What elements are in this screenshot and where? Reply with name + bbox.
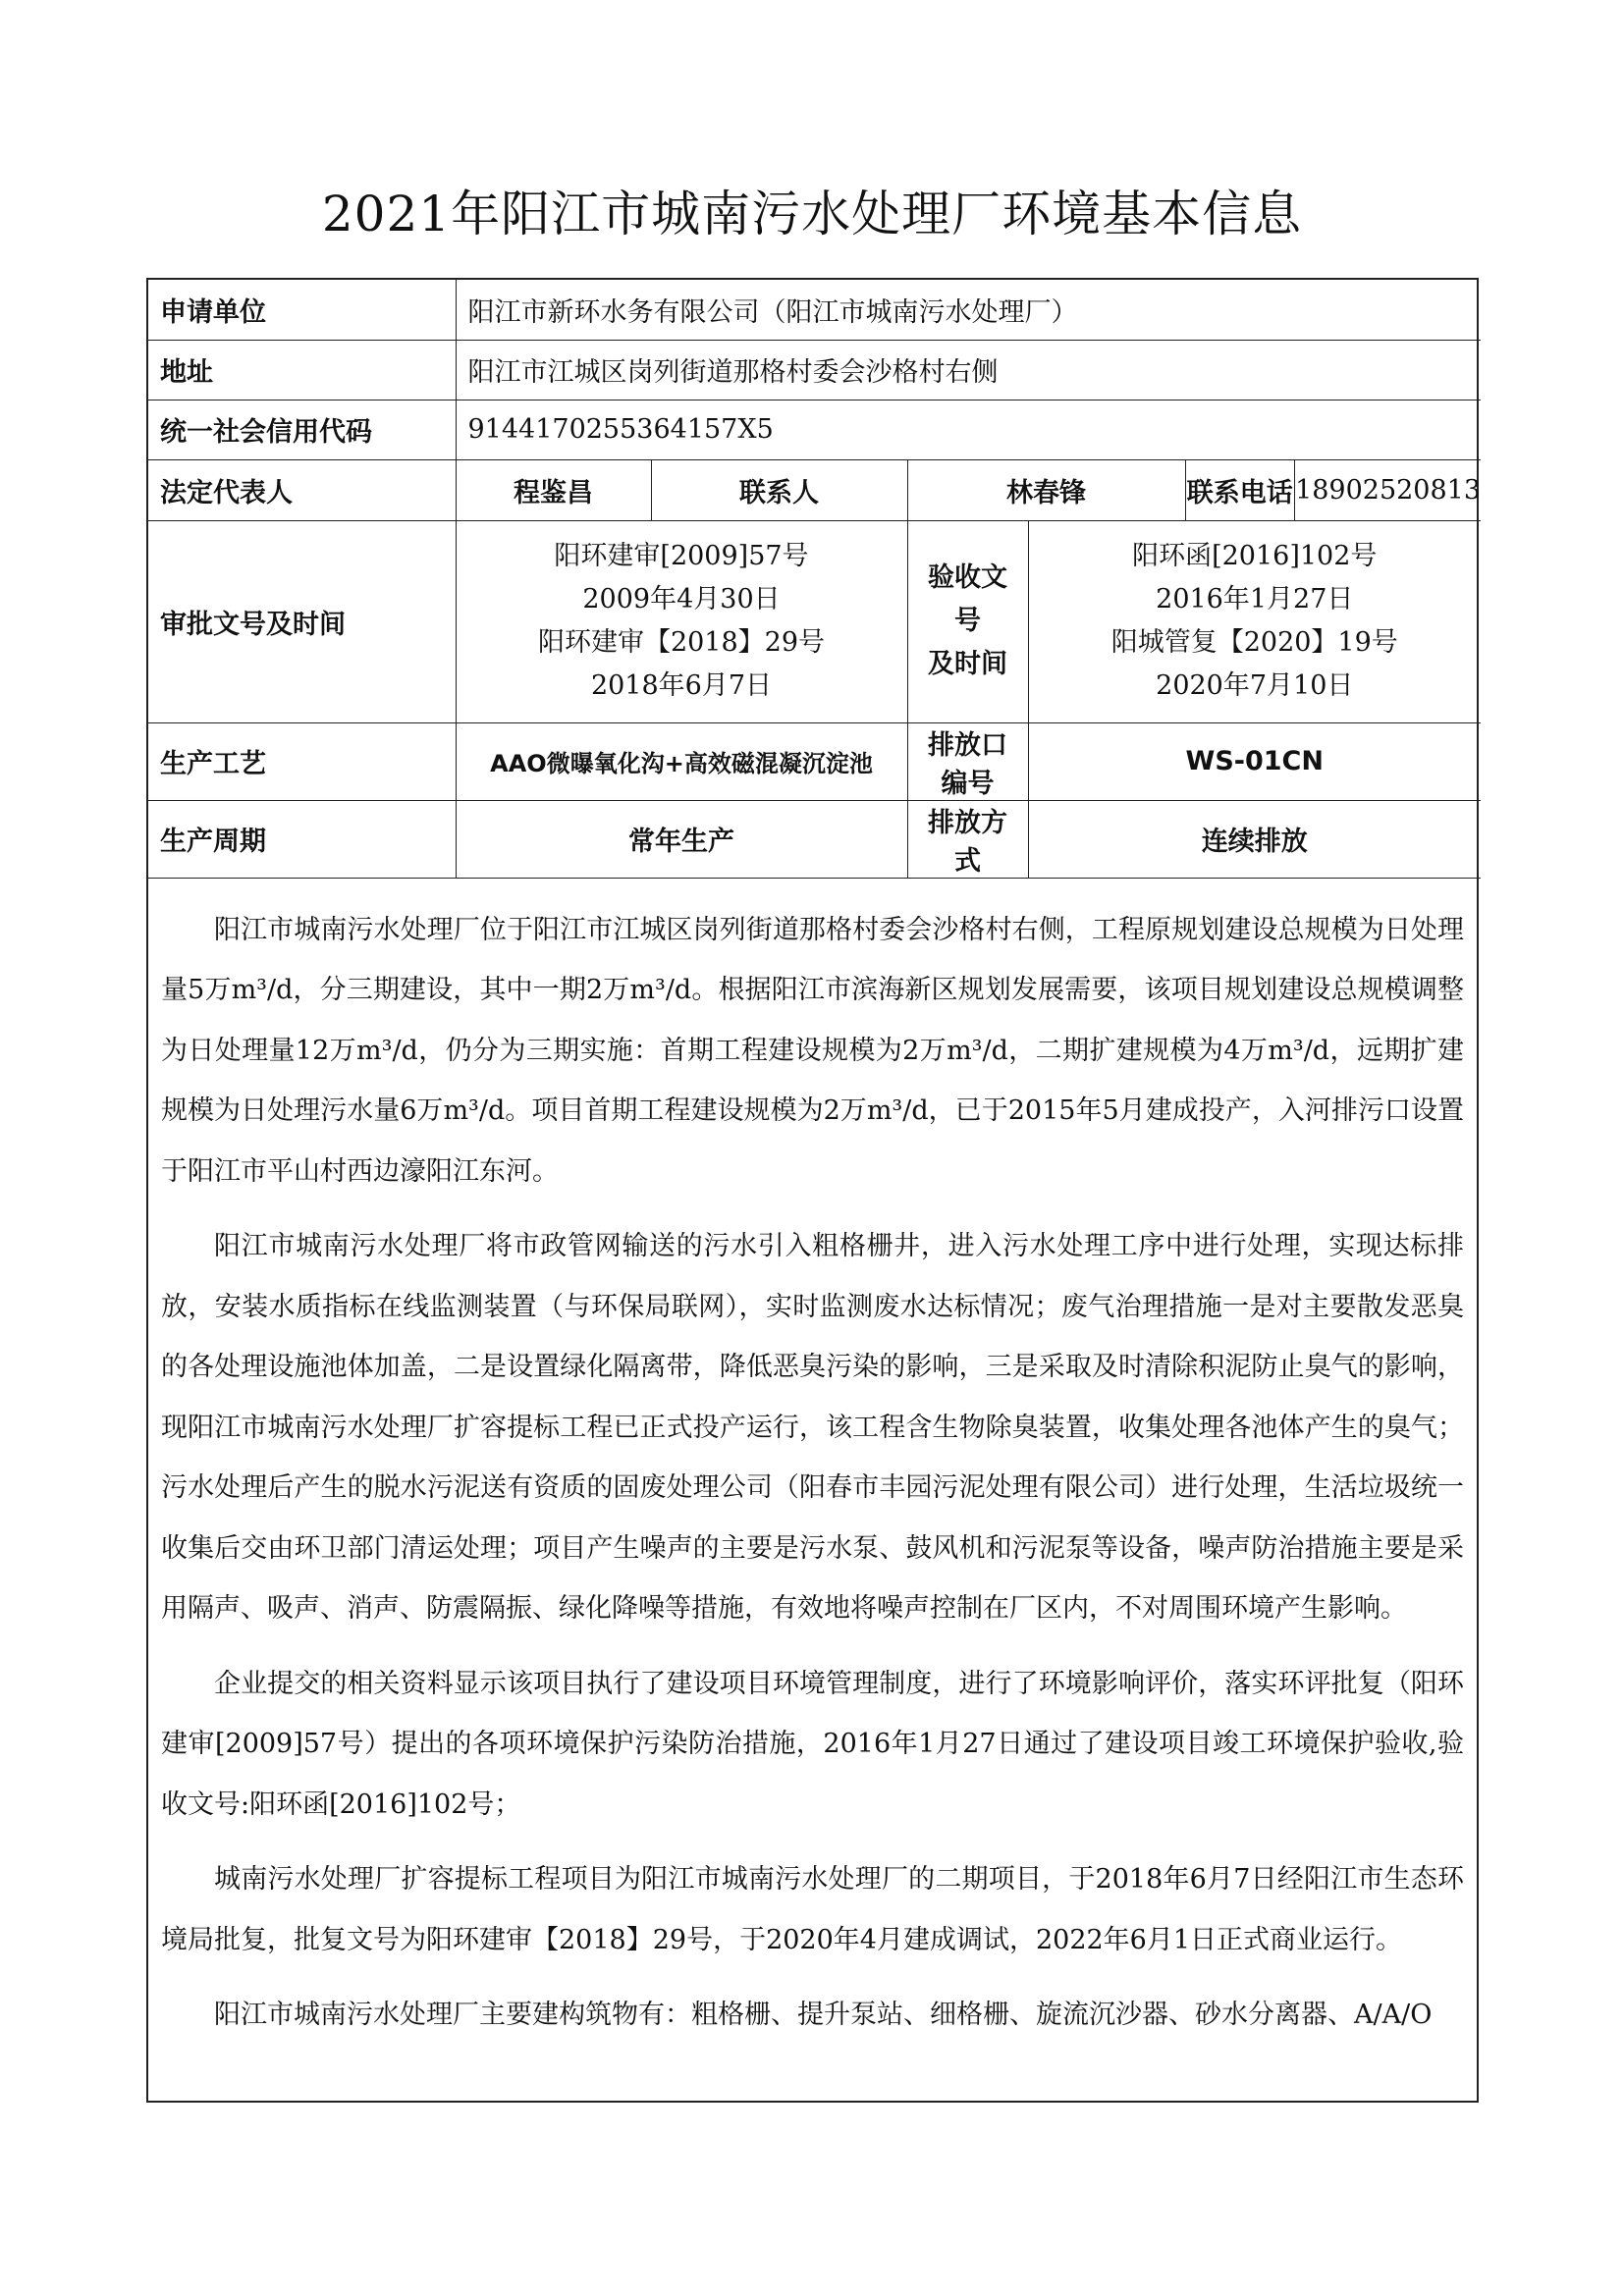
acceptance-line: 阳环函[2016]102号 xyxy=(1132,541,1378,571)
paragraph: 阳江市城南污水处理厂位于阳江市江城区岗列街道那格村委会沙格村右侧，工程原规划建设总规模为日处理量5万m³/d，分三期建设，其中一期2万m³/d。根据阳江市滨海新区规划发展需要，该项目规划建设总规模调整为日处理量12万m³/d，仍分为三期实施：首期工程建设规模为2万m³/d，二期扩建规模为4万m³/d，远期扩建规模为日处理污水量6万m³/d。项目首期工程建设规模为2万m³/d，已于2015年5月建成投产，入河排污口设置于阳江市平山村西边濠阳江东河。 xyxy=(161,914,1464,1187)
approval-line: 阳环建审[2009]57号 xyxy=(554,541,809,571)
phone-label: 联系电话 xyxy=(1186,477,1293,508)
page-title: 2021年阳江市城南污水处理厂环境基本信息 xyxy=(321,186,1303,242)
approval-values xyxy=(456,520,907,722)
description-body xyxy=(148,879,1477,2046)
phone-cell xyxy=(1185,459,1481,520)
process-label: 生产工艺 xyxy=(148,722,456,800)
address-label: 地址 xyxy=(148,340,456,400)
acceptance-line: 2020年7月10日 xyxy=(1156,670,1354,701)
info-table xyxy=(148,280,1481,879)
contact-label: 联系人 xyxy=(651,459,907,520)
applicant-label: 申请单位 xyxy=(148,280,456,340)
contact-value: 林春锋 xyxy=(907,459,1185,520)
acceptance-line: 阳城管复【2020】19号 xyxy=(1110,627,1398,658)
approval-line: 2018年6月7日 xyxy=(590,670,773,701)
acceptance-values xyxy=(1028,520,1481,722)
approval-line: 阳环建审【2018】29号 xyxy=(537,627,826,658)
outlet-value: WS-01CN xyxy=(1028,722,1481,800)
table-row xyxy=(148,722,1481,800)
credit-code-value: 9144170255364157X5 xyxy=(456,400,1481,459)
table-row xyxy=(148,520,1481,722)
table-row xyxy=(148,400,1481,459)
legal-rep-label: 法定代表人 xyxy=(148,459,456,520)
applicant-value: 阳江市新环水务有限公司（阳江市城南污水处理厂） xyxy=(456,280,1481,340)
discharge-label: 排放方式 xyxy=(907,800,1028,878)
paragraph: 城南污水处理厂扩容提标工程项目为阳江市城南污水处理厂的二期项目，于2018年6月7日经阳江市生态环境局批复，批复文号为阳环建审【2018】29号，于2020年4月建成调试，2022年6月1日正式商业运行。 xyxy=(161,1864,1464,1955)
process-value: AAO微曝氧化沟+高效磁混凝沉淀池 xyxy=(456,722,907,800)
table-row xyxy=(148,340,1481,400)
legal-rep-value: 程鉴昌 xyxy=(456,459,651,520)
table-row xyxy=(148,800,1481,878)
paragraph: 阳江市城南污水处理厂主要建构筑物有：粗格栅、提升泵站、细格栅、旋流沉沙器、砂水分离器、A/A/O xyxy=(214,2000,1433,2030)
acceptance-label-line: 验收文号 xyxy=(928,562,1007,636)
approval-line: 2009年4月30日 xyxy=(582,584,781,614)
phone-value: 18902520813 xyxy=(1294,460,1481,520)
acceptance-line: 2016年1月27日 xyxy=(1156,584,1354,614)
address-value: 阳江市江城区岗列街道那格村委会沙格村右侧 xyxy=(456,340,1481,400)
outlet-label: 排放口编号 xyxy=(907,722,1028,800)
acceptance-label xyxy=(907,520,1028,722)
credit-code-label: 统一社会信用代码 xyxy=(148,400,456,459)
discharge-value: 连续排放 xyxy=(1028,800,1481,878)
paragraph: 企业提交的相关资料显示该项目执行了建设项目环境管理制度，进行了环境影响评价，落实环评批复（阳环建审[2009]57号）提出的各项环境保护污染防治措施，2016年1月27日通过了建设项目竣工环境保护验收,验收文号:阳环函[2016]102号； xyxy=(161,1668,1464,1820)
approval-label: 审批文号及时间 xyxy=(148,520,456,722)
paragraph: 阳江市城南污水处理厂将市政管网输送的污水引入粗格栅井，进入污水处理工序中进行处理，实现达标排放，安装水质指标在线监测装置（与环保局联网），实时监测废水达标情况；废气治理措施一是对主要散发恶臭的各处理设施池体加盖，二是设置绿化隔离带，降低恶臭污染的影响，三是采取及时清除积泥防止臭气的影响，现阳江市城南污水处理厂扩容提标工程已正式投产运行，该工程含生物除臭装置，收集处理各池体产生的臭气；污水处理后产生的脱水污泥送有资质的固废处理公司（阳春市丰园污泥处理有限公司）进行处理，生活垃圾统一收集后交由环卫部门清运处理；项目产生噪声的主要是污水泵、鼓风机和污泥泵等设备，噪声防治措施主要是采用隔声、吸声、消声、防震隔振、绿化降噪等措施，有效地将噪声控制在厂区内，不对周围环境产生影响。 xyxy=(161,1231,1464,1624)
table-row xyxy=(148,280,1481,340)
cycle-value: 常年生产 xyxy=(456,800,907,878)
acceptance-label-line: 及时间 xyxy=(928,649,1007,679)
table-row xyxy=(148,459,1481,520)
cycle-label: 生产周期 xyxy=(148,800,456,878)
info-sheet xyxy=(146,278,1482,2103)
